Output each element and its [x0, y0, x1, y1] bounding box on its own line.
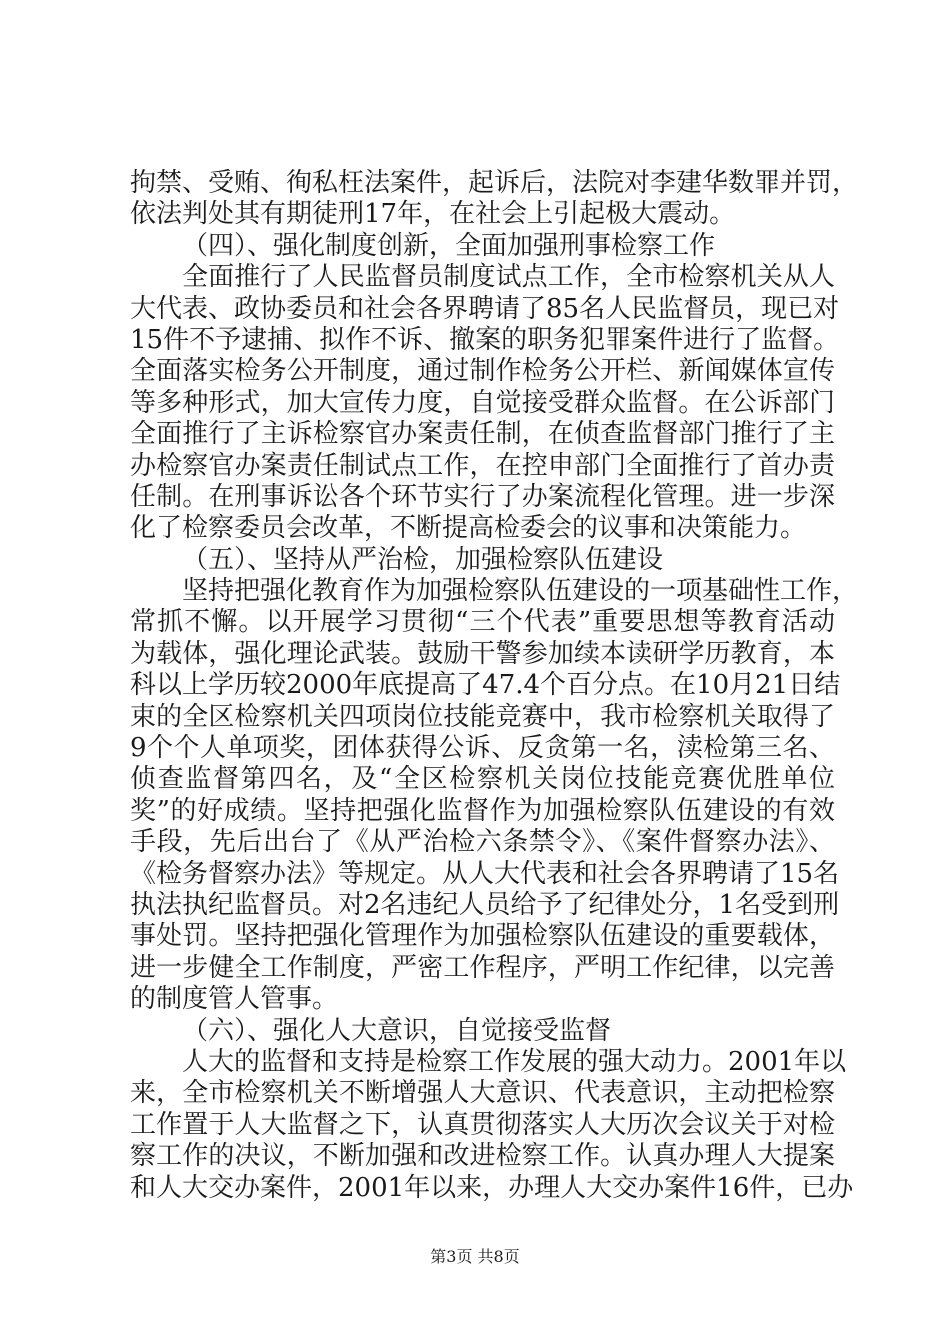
text-line: 依法判处其有期徒刑17年，在社会上引起极大震动。 [130, 199, 736, 230]
text-line: 束的全区检察机关四项岗位技能竞赛中，我市检察机关取得了 [130, 701, 835, 732]
text-line: 坚持把强化教育作为加强检察队伍建设的一项基础性工作， [182, 576, 859, 607]
page-footer: 第3页 共8页 [430, 1247, 520, 1266]
text-line: 事处罚。坚持把强化管理作为加强检察队伍建设的重要载体， [130, 921, 835, 952]
text-line: 《检务督察办法》等规定。从人大代表和社会各界聘请了15名 [130, 858, 840, 889]
text-line: 进一步健全工作制度，严密工作程序，严明工作纪律，以完善 [130, 952, 835, 983]
text-line: 工作置于人大监督之下，认真贯彻落实人大历次会议关于对检 [130, 1109, 835, 1140]
text-line: 全面推行了人民监督员制度试点工作，全市检察机关从人 [182, 262, 835, 293]
text-line: 任制。在刑事诉讼各个环节实行了办案流程化管理。进一步深 [130, 481, 835, 512]
text-line: 来，全市检察机关不断增强人大意识、代表意识，主动把检察 [130, 1078, 835, 1109]
text-line: 的制度管人管事。 [130, 984, 339, 1015]
text-line: 等多种形式，加大宣传力度，自觉接受群众监督。在公诉部门 [130, 387, 835, 418]
text-line: 侦查监督第四名，及“全区检察机关岗位技能竞赛优胜单位 [130, 764, 835, 795]
text-line: （六）、强化人大意识，自觉接受监督 [182, 1015, 612, 1046]
text-line: 全面落实检务公开制度，通过制作检务公开栏、新闻媒体宣传 [130, 356, 835, 387]
text-line: 科以上学历较2000年底提高了47.4个百分点。在10月21日结 [130, 670, 841, 701]
text-line: 人大的监督和支持是检察工作发展的强大动力。2001年以 [182, 1046, 847, 1077]
text-line: 拘禁、受贿、徇私枉法案件，起诉后，法院对李建华数罪并罚， [130, 168, 859, 198]
text-line: （四）、强化制度创新，全面加强刑事检察工作 [182, 230, 716, 261]
text-line: 常抓不懈。以开展学习贯彻“三个代表”重要思想等教育活动 [130, 607, 835, 638]
text-line: 15件不予逮捕、拟作不诉、撤案的职务犯罪案件进行了监督。 [130, 324, 840, 355]
text-line: 化了检察委员会改革，不断提高检委会的议事和决策能力。 [130, 513, 807, 544]
text-line: 手段，先后出台了《从严治检六条禁令》、《案件督察办法》、 [130, 827, 835, 858]
text-line: 为载体，强化理论武装。鼓励干警参加续本读研学历教育，本 [130, 638, 835, 669]
text-line: （五）、坚持从严治检，加强检察队伍建设 [182, 544, 664, 575]
text-line: 察工作的决议，不断加强和改进检察工作。认真办理人大提案 [130, 1141, 835, 1172]
text-line: 大代表、政协委员和社会各界聘请了85名人民监督员，现已对 [130, 293, 840, 324]
text-line: 执法执纪监督员。对2名违纪人员给予了纪律处分，1名受到刑 [130, 889, 840, 920]
text-line: 奖”的好成绩。坚持把强化监督作为加强检察队伍建设的有效 [130, 795, 835, 826]
text-line: 9个个人单项奖，团体获得公诉、反贪第一名，渎检第三名、 [130, 733, 835, 764]
body-text [130, 168, 859, 1204]
text-line: 办检察官办案责任制试点工作，在控申部门全面推行了首办责 [130, 450, 835, 481]
text-line: 全面推行了主诉检察官办案责任制，在侦查监督部门推行了主 [130, 419, 835, 450]
text-line: 和人大交办案件，2001年以来，办理人大交办案件16件，已办 [130, 1172, 854, 1203]
